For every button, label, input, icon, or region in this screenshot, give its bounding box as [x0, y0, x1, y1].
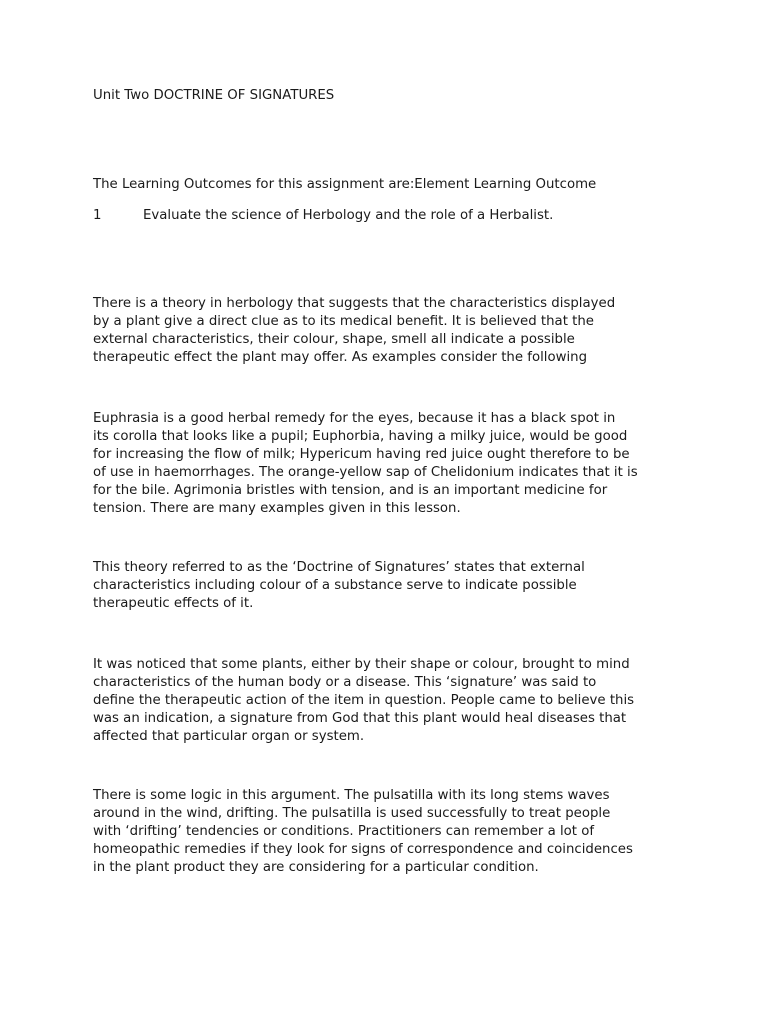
paragraph-line: homeopathic remedies if they look for signs of correspondence and coincidences: [93, 842, 633, 857]
paragraph-line: There is some logic in this argument. The pulsatilla with its long stems waves: [93, 788, 610, 803]
paragraph-doctrine-definition: [93, 559, 683, 613]
paragraph-theory-intro: [93, 295, 683, 367]
paragraph-line: There is a theory in herbology that suggests that the characteristics displayed: [93, 296, 616, 311]
paragraph-line: for the bile. Agrimonia bristles with tension, and is an important medicine for: [93, 483, 608, 498]
paragraph-line: characteristics including colour of a substance serve to indicate possible: [93, 578, 577, 593]
outcome-number: 1: [93, 208, 102, 223]
paragraph-line: affected that particular organ or system.: [93, 729, 365, 744]
paragraph-line: define the therapeutic action of the item in question. People came to believe this: [93, 693, 635, 708]
paragraph-line: in the plant product they are considering for a particular condition.: [93, 860, 539, 875]
paragraph-line: with ‘drifting’ tendencies or conditions. Practitioners can remember a lot of: [93, 824, 595, 839]
paragraph-line: It was noticed that some plants, either by their shape or colour, brought to mind: [93, 657, 630, 672]
paragraph-line: external characteristics, their colour, shape, smell all indicate a possible: [93, 332, 575, 347]
paragraph-line: therapeutic effects of it.: [93, 596, 254, 611]
paragraph-line: Euphrasia is a good herbal remedy for the eyes, because it has a black spot in: [93, 411, 616, 426]
paragraph-line: for increasing the flow of milk; Hypericum having red juice ought therefore to be: [93, 447, 630, 462]
paragraph-line: of use in haemorrhages. The orange-yellow sap of Chelidonium indicates that it is: [93, 465, 638, 480]
learning-outcomes-intro: The Learning Outcomes for this assignment are:Element Learning Outcome: [93, 177, 597, 192]
paragraph-line: characteristics of the human body or a disease. This ‘signature’ was said to: [93, 675, 597, 690]
paragraph-line: by a plant give a direct clue as to its medical benefit. It is believed that the: [93, 314, 594, 329]
paragraph-pulsatilla-logic: [93, 787, 683, 877]
paragraph-line: was an indication, a signature from God that this plant would heal diseases that: [93, 711, 627, 726]
outcome-text: Evaluate the science of Herbology and the role of a Herbalist.: [143, 208, 554, 223]
document-heading: Unit Two DOCTRINE OF SIGNATURES: [93, 88, 335, 103]
paragraph-examples: [93, 410, 683, 518]
paragraph-line: This theory referred to as the ‘Doctrine of Signatures’ states that external: [93, 560, 585, 575]
paragraph-line: its corolla that looks like a pupil; Euphorbia, having a milky juice, would be good: [93, 429, 628, 444]
paragraph-line: therapeutic effect the plant may offer. As examples consider the following: [93, 350, 588, 365]
paragraph-line: around in the wind, drifting. The pulsatilla is used successfully to treat people: [93, 806, 611, 821]
paragraph-line: tension. There are many examples given in this lesson.: [93, 501, 461, 516]
paragraph-signature-origin: [93, 656, 683, 746]
